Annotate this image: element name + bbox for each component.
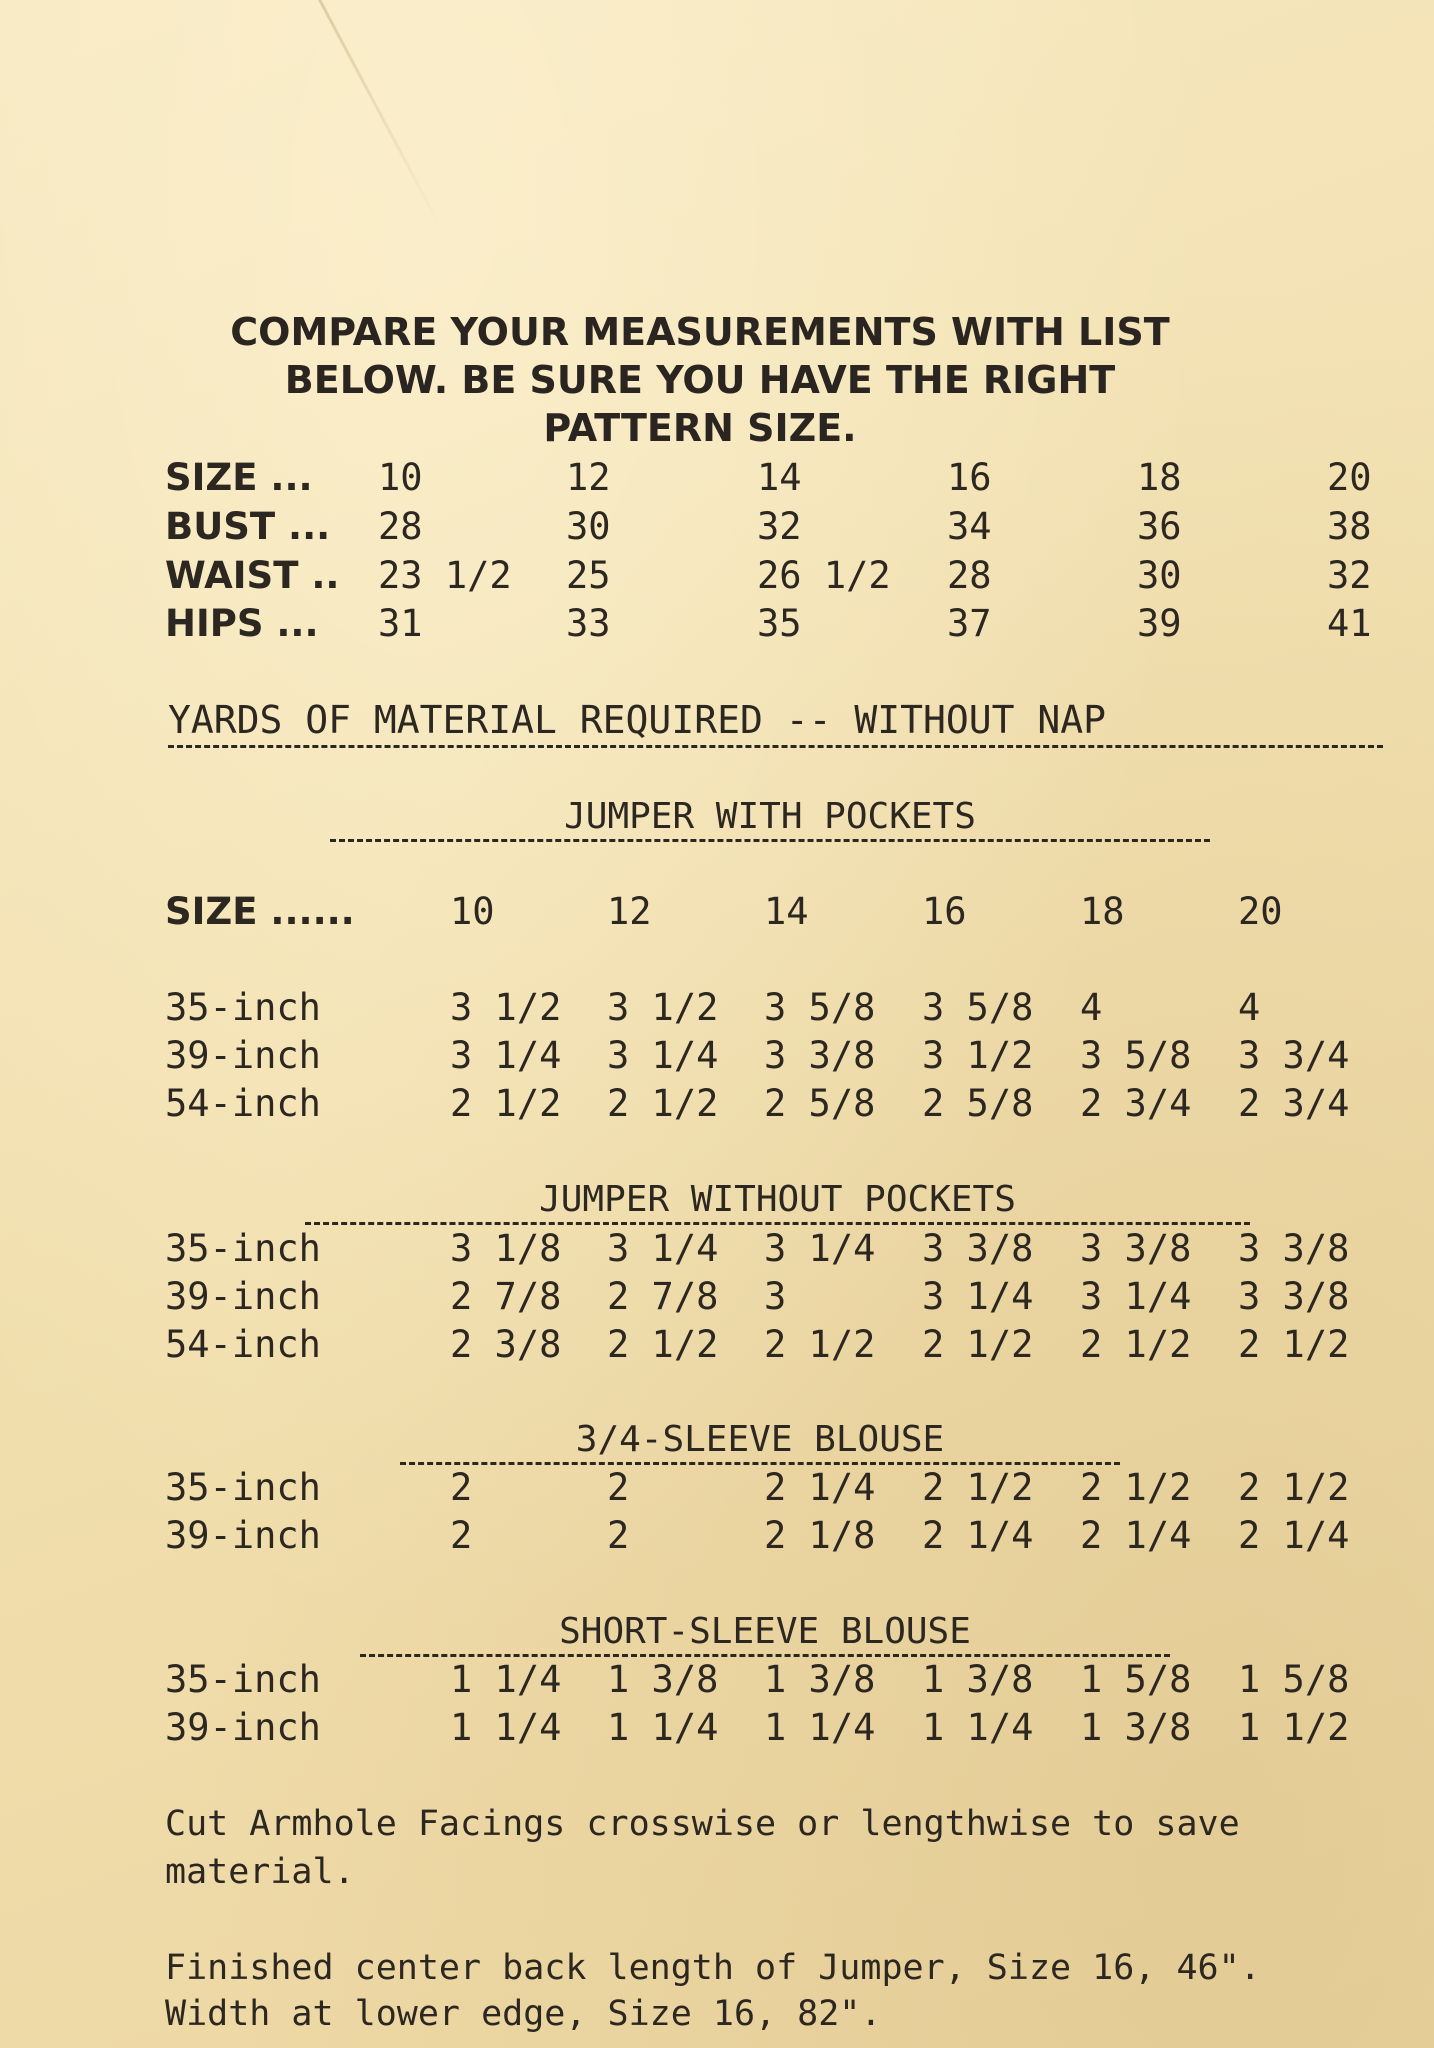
section-title-jumper-without-pockets: JUMPER WITHOUT POCKETS [305,1178,1250,1225]
cell: 2 5/8 [922,1082,1034,1125]
cell: 3 1/4 [607,1034,719,1077]
cell: 3 5/8 [922,986,1034,1029]
cell: 10 [378,456,423,499]
cell: 1 1/4 [922,1706,1034,1749]
cell: 2 1/2 [1080,1466,1192,1509]
cell: 3 3/8 [922,1227,1034,1270]
cell: 2 3/4 [1080,1082,1192,1125]
table-row [0,1080,1434,1128]
cell: 4 [1238,986,1261,1029]
table-row [0,1512,1434,1560]
row-label: WAIST .. [165,554,340,597]
cell: 2 1/2 [607,1082,719,1125]
measurement-row-bust [0,503,1434,551]
cell: 1 3/8 [607,1658,719,1701]
cell: 3 1/4 [922,1275,1034,1318]
cell: 28 [378,505,423,548]
cell: 37 [947,602,992,645]
cell: 2 [450,1514,473,1557]
cell: 2 1/2 [450,1082,562,1125]
cell: 2 1/2 [764,1323,876,1366]
cell: 1 5/8 [1080,1658,1192,1701]
cell: 2 7/8 [450,1275,562,1318]
cell: 3 5/8 [1080,1034,1192,1077]
cell: 3 1/4 [1080,1275,1192,1318]
measurement-row-hips [0,600,1434,648]
cell: 32 [757,505,802,548]
cell: 1 3/8 [1080,1706,1192,1749]
row-label: 39-inch [165,1275,321,1318]
cell: 30 [566,505,611,548]
cell: 1 1/4 [607,1706,719,1749]
cell: 28 [947,554,992,597]
cell: 2 3/4 [1238,1082,1350,1125]
row-label: 54-inch [165,1323,321,1366]
row-label: HIPS ... [165,602,319,645]
cell: 34 [947,505,992,548]
cell: 3 1/2 [450,986,562,1029]
cell: 12 [566,456,611,499]
jumper-length-note: Finished center back length of Jumper, Size 16, 46". [165,1948,1261,1988]
row-label: SIZE ...... [165,890,355,933]
armhole-note: Cut Armhole Facings crosswise or lengthwise to save material. [165,1804,1240,1892]
cell: 38 [1327,505,1372,548]
cell: 25 [566,554,611,597]
cell: 2 3/8 [450,1323,562,1366]
cell: 3 1/2 [922,1034,1034,1077]
cell: 2 1/4 [922,1514,1034,1557]
cell: 20 [1238,890,1283,933]
instruction-line-2: BELOW. BE SURE YOU HAVE THE RIGHT [284,358,1116,402]
cell: 3 1/4 [450,1034,562,1077]
cell: 23 1/2 [378,554,512,597]
cell: 20 [1327,456,1372,499]
cell: 10 [450,890,495,933]
table-row [0,1321,1434,1369]
cell: 2 1/4 [1238,1514,1350,1557]
instruction-line-3: PATTERN SIZE. [543,406,857,450]
cell: 36 [1137,505,1182,548]
cell: 2 [450,1466,473,1509]
cell: 2 [607,1514,630,1557]
cell: 1 1/2 [1238,1706,1350,1749]
table-row [0,1656,1434,1704]
cell: 3 [764,1275,787,1318]
cell: 39 [1137,602,1182,645]
cell: 18 [1137,456,1182,499]
cell: 1 1/4 [764,1706,876,1749]
yards-required-title: YARDS OF MATERIAL REQUIRED -- WITHOUT NAP [168,695,1383,748]
table-row [0,1032,1434,1080]
cell: 2 1/8 [764,1514,876,1557]
cell: 2 1/4 [1080,1514,1192,1557]
row-label: 35-inch [165,986,321,1029]
cell: 3 1/4 [764,1227,876,1270]
cell: 1 3/8 [764,1658,876,1701]
cell: 33 [566,602,611,645]
cell: 2 1/2 [607,1323,719,1366]
cell: 2 [607,1466,630,1509]
cell: 1 1/4 [450,1706,562,1749]
measurement-row-waist [0,552,1434,600]
cell: 30 [1137,554,1182,597]
table-row [0,1273,1434,1321]
cell: 41 [1327,602,1372,645]
cell: 3 1/2 [607,986,719,1029]
cell: 35 [757,602,802,645]
cell: 2 7/8 [607,1275,719,1318]
cell: 2 1/2 [922,1466,1034,1509]
measurement-row-size [0,454,1434,502]
row-label: SIZE ... [165,456,313,499]
cell: 3 3/8 [1080,1227,1192,1270]
cell: 16 [922,890,967,933]
size-header-row [0,888,1434,936]
table-row [0,1464,1434,1512]
cell: 3 3/8 [764,1034,876,1077]
lower-edge-width-note: Width at lower edge, Size 16, 82". [165,1994,882,2034]
row-label: BUST ... [165,505,331,548]
row-label: 35-inch [165,1658,321,1701]
cell: 3 1/4 [607,1227,719,1270]
section-title-jumper-with-pockets: JUMPER WITH POCKETS [330,795,1210,842]
section-title-short-sleeve-blouse: SHORT-SLEEVE BLOUSE [360,1610,1170,1657]
cell: 2 1/2 [1080,1323,1192,1366]
cell: 32 [1327,554,1372,597]
cell: 1 5/8 [1238,1658,1350,1701]
row-label: 35-inch [165,1227,321,1270]
cell: 1 1/4 [450,1658,562,1701]
table-row [0,984,1434,1032]
cell: 4 [1080,986,1103,1029]
table-row [0,1704,1434,1752]
cell: 3 3/4 [1238,1034,1350,1077]
cell: 3 1/8 [450,1227,562,1270]
row-label: 39-inch [165,1706,321,1749]
table-row [0,1225,1434,1273]
row-label: 54-inch [165,1082,321,1125]
cell: 14 [764,890,809,933]
measurement-instructions [150,308,1250,452]
cell: 3 3/8 [1238,1227,1350,1270]
cell: 31 [378,602,423,645]
instruction-line-1: COMPARE YOUR MEASUREMENTS WITH LIST [230,310,1170,354]
cell: 1 3/8 [922,1658,1034,1701]
section-title-three-quarter-sleeve-blouse: 3/4-SLEEVE BLOUSE [400,1418,1120,1465]
row-label: 39-inch [165,1034,321,1077]
paper-crease [318,0,443,230]
cell: 2 1/4 [764,1466,876,1509]
cell: 16 [947,456,992,499]
cell: 26 1/2 [757,554,891,597]
cell: 2 5/8 [764,1082,876,1125]
cell: 12 [607,890,652,933]
cell: 14 [757,456,802,499]
row-label: 35-inch [165,1466,321,1509]
row-label: 39-inch [165,1514,321,1557]
cell: 2 1/2 [1238,1323,1350,1366]
cell: 2 1/2 [922,1323,1034,1366]
cell: 2 1/2 [1238,1466,1350,1509]
cell: 3 3/8 [1238,1275,1350,1318]
cell: 3 5/8 [764,986,876,1029]
cell: 18 [1080,890,1125,933]
